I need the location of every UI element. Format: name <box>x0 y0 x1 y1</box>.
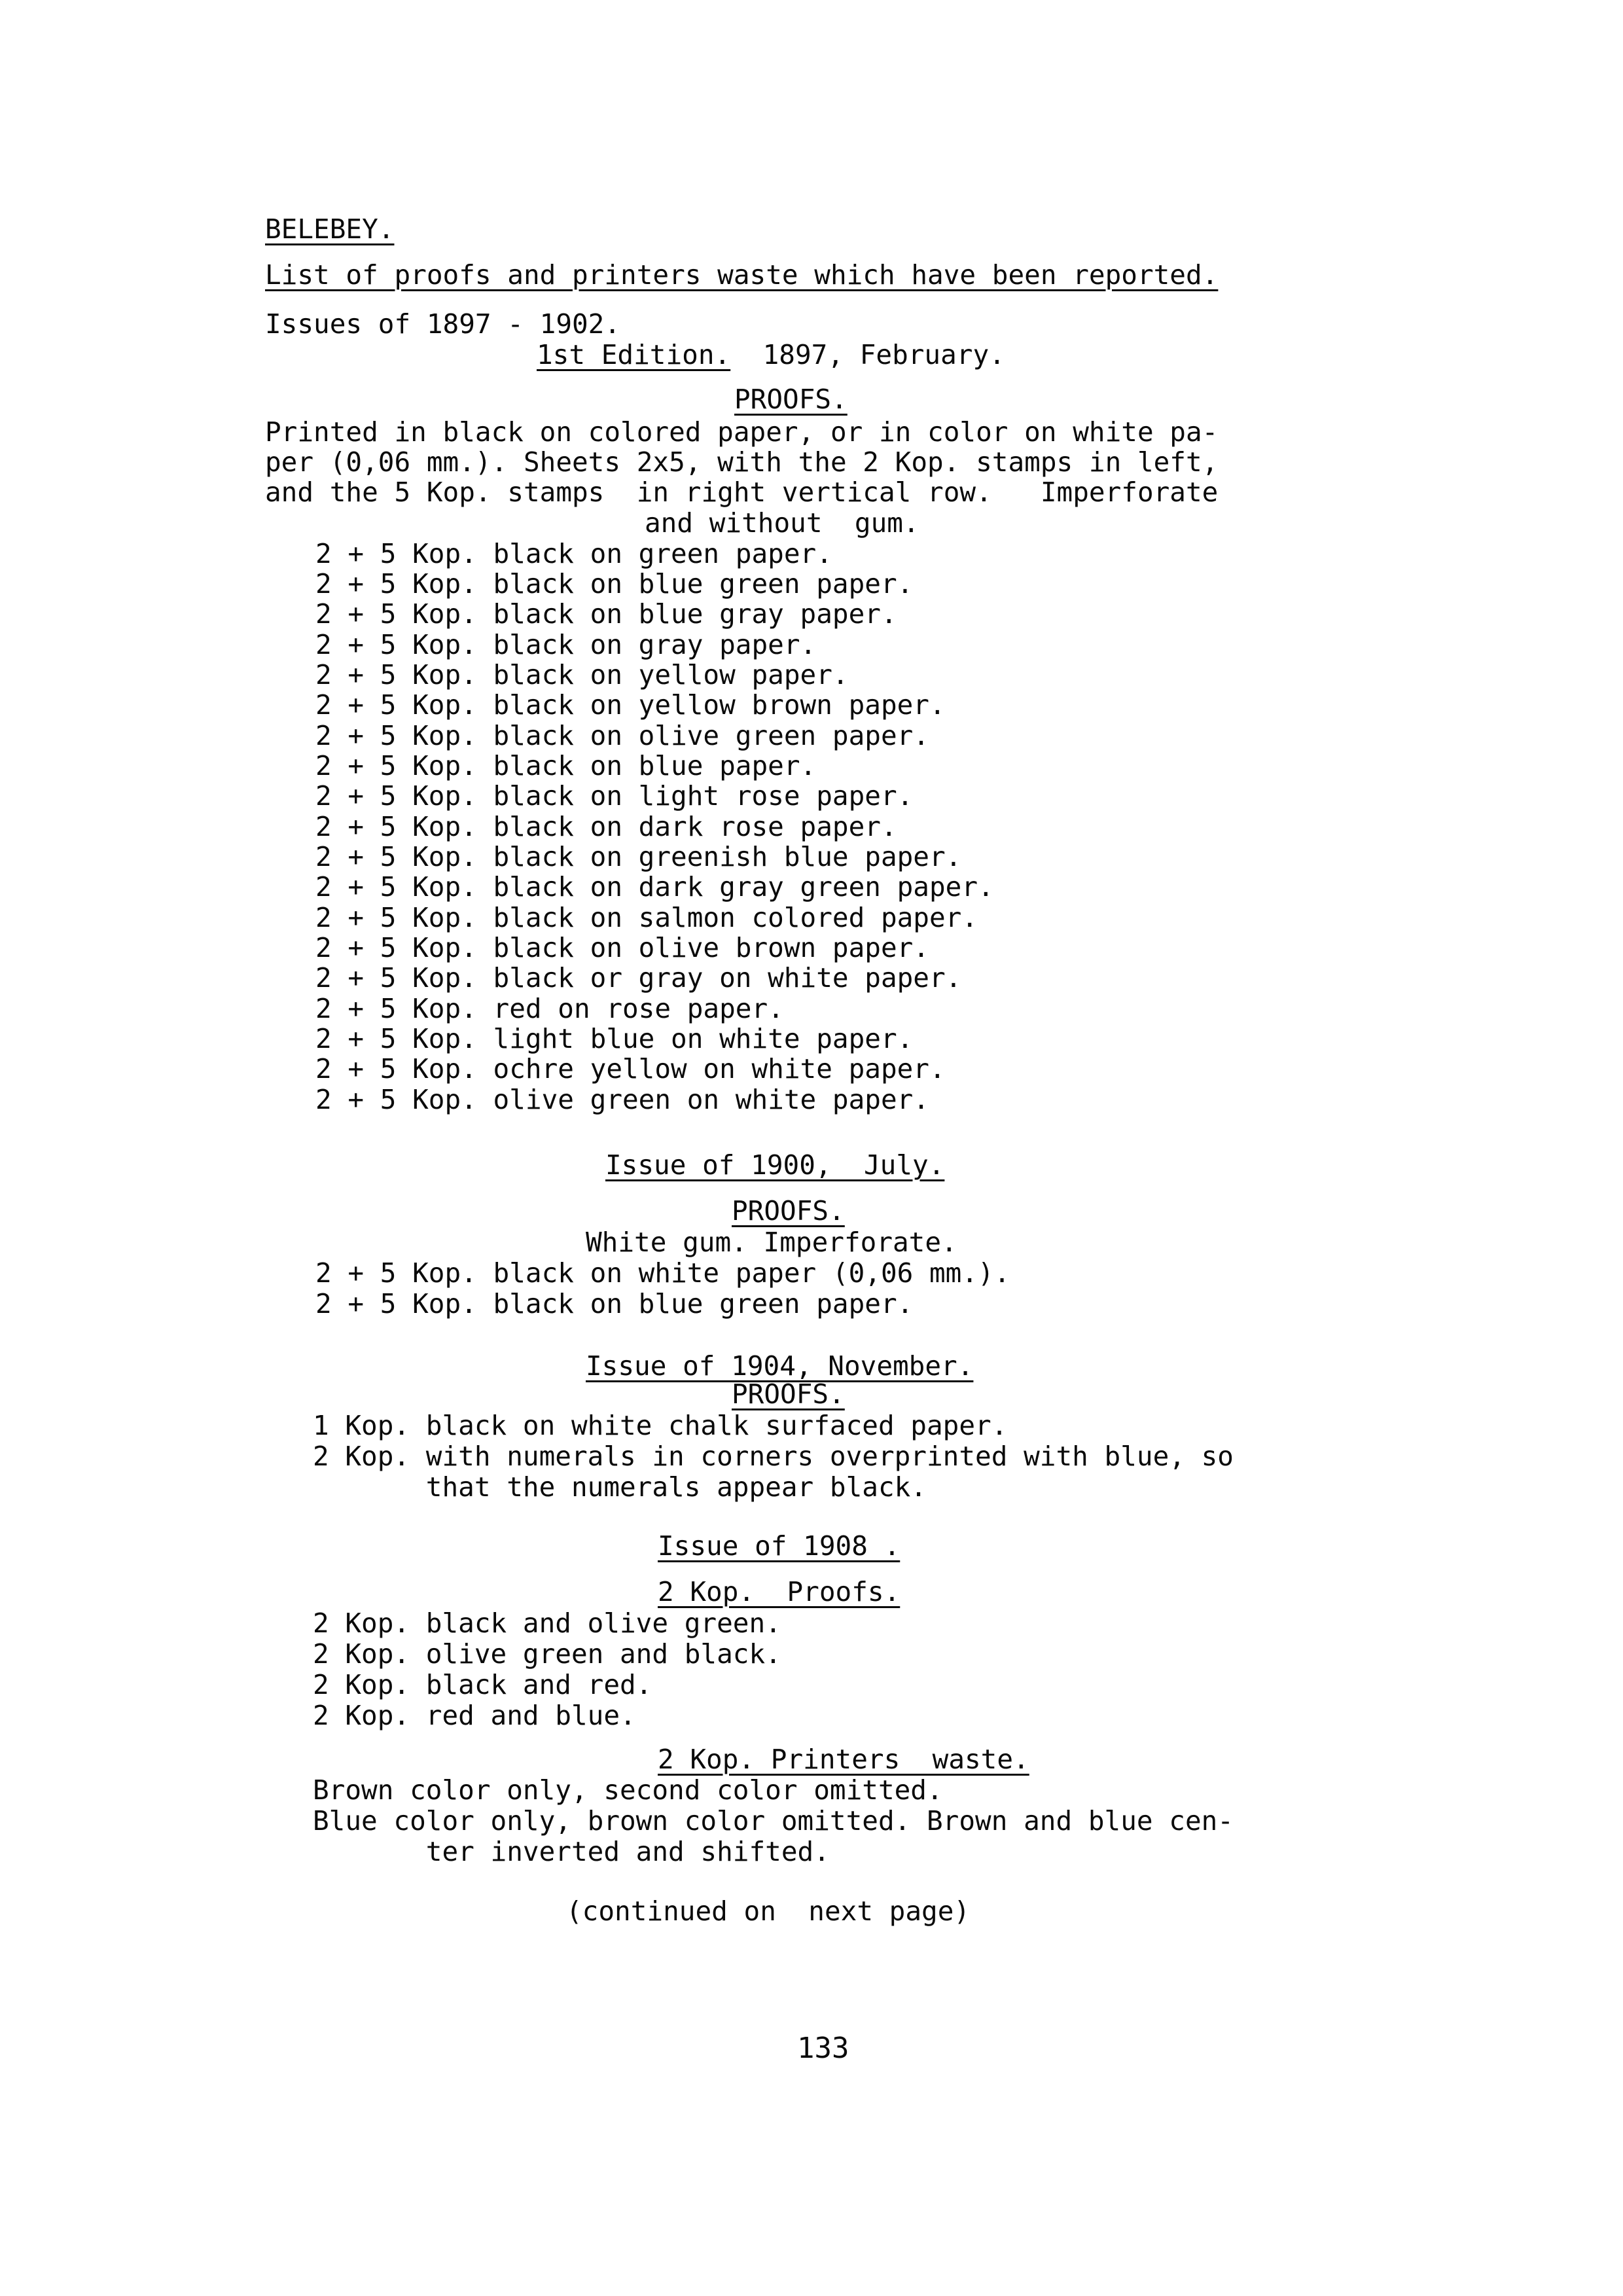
issue-1900-title: Issue of 1900, July. <box>605 1149 945 1181</box>
proofs-intro: and without gum. <box>645 507 919 539</box>
proofs-intro: per (0,06 mm.). Sheets 2x5, with the 2 Kop. stamps in left, <box>265 446 1219 478</box>
proof-item: 2 + 5 Kop. black on greenish blue paper. <box>315 841 962 872</box>
issue-1904-item: that the numerals appear black. <box>313 1471 927 1503</box>
proof-item: 2 + 5 Kop. black on olive brown paper. <box>315 932 929 963</box>
proof-item: 2 + 5 Kop. black or gray on white paper. <box>315 962 962 994</box>
proofs-intro: Printed in black on colored paper, or in color on white pa- <box>265 416 1219 448</box>
proof-item: 2 + 5 Kop. black on dark rose paper. <box>315 811 897 842</box>
waste-item: ter inverted and shifted. <box>313 1836 830 1867</box>
issue-1904-item: 2 Kop. with numerals in corners overprinted with blue, so <box>313 1441 1234 1472</box>
edition-date: 1897, February. <box>762 339 1005 370</box>
issue-1900-item: 2 + 5 Kop. black on white paper (0,06 mm.). <box>315 1257 1010 1289</box>
page-number: 133 <box>797 2032 849 2065</box>
issue-1908-item: 2 Kop. olive green and black. <box>313 1638 781 1670</box>
issue-1908-item: 2 Kop. black and olive green. <box>313 1607 781 1639</box>
proof-item: 2 + 5 Kop. olive green on white paper. <box>315 1084 929 1115</box>
edition-label: 1st Edition. <box>537 339 731 370</box>
proof-item: 2 + 5 Kop. black on blue gray paper. <box>315 598 897 630</box>
proof-item: 2 + 5 Kop. red on rose paper. <box>315 993 784 1024</box>
proof-item: 2 + 5 Kop. black on olive green paper. <box>315 720 929 751</box>
proofs-intro: and the 5 Kop. stamps in right vertical row. Imperforate <box>265 476 1219 508</box>
proofs-title: PROOFS. <box>734 384 847 415</box>
issues-range: Issues of 1897 - 1902. <box>265 308 621 340</box>
proof-item: 2 + 5 Kop. black on salmon colored paper. <box>315 902 978 933</box>
waste-item: Blue color only, brown color omitted. Brown and blue cen- <box>313 1805 1234 1837</box>
issue-1908-item: 2 Kop. red and blue. <box>313 1700 636 1731</box>
printers-waste-title: 2 Kop. Printers waste. <box>658 1744 1029 1775</box>
subheading: List of proofs and printers waste which have been reported. <box>265 259 1219 291</box>
heading: BELEBEY. <box>265 213 395 245</box>
proof-item: 2 + 5 Kop. black on green paper. <box>315 538 832 569</box>
edition-line <box>537 339 1005 370</box>
proof-item: 2 + 5 Kop. ochre yellow on white paper. <box>315 1053 946 1085</box>
issue-1904-title: Issue of 1904, November. <box>586 1350 974 1382</box>
issue-1908-proofs-title: 2 Kop. Proofs. <box>658 1576 901 1607</box>
issue-1908-title: Issue of 1908 . <box>658 1530 901 1562</box>
proof-item: 2 + 5 Kop. black on blue green paper. <box>315 568 914 600</box>
proof-item: 2 + 5 Kop. black on dark gray green paper. <box>315 871 994 903</box>
proof-item: 2 + 5 Kop. black on light rose paper. <box>315 780 914 812</box>
issue-1904-proofs-title: PROOFS. <box>732 1378 845 1410</box>
proof-item: 2 + 5 Kop. black on yellow paper. <box>315 659 849 691</box>
issue-1908-item: 2 Kop. black and red. <box>313 1669 652 1700</box>
proof-item: 2 + 5 Kop. light blue on white paper. <box>315 1023 914 1054</box>
issue-1900-note: White gum. Imperforate. <box>586 1227 957 1258</box>
proof-item: 2 + 5 Kop. black on yellow brown paper. <box>315 689 946 721</box>
proof-item: 2 + 5 Kop. black on gray paper. <box>315 629 817 660</box>
issue-1904-item: 1 Kop. black on white chalk surfaced paper. <box>313 1410 1008 1441</box>
issue-1900-item: 2 + 5 Kop. black on blue green paper. <box>315 1288 914 1319</box>
continued-note: (continued on next page) <box>566 1895 971 1927</box>
waste-item: Brown color only, second color omitted. <box>313 1774 943 1806</box>
proof-item: 2 + 5 Kop. black on blue paper. <box>315 750 817 781</box>
issue-1900-proofs-title: PROOFS. <box>732 1195 845 1227</box>
